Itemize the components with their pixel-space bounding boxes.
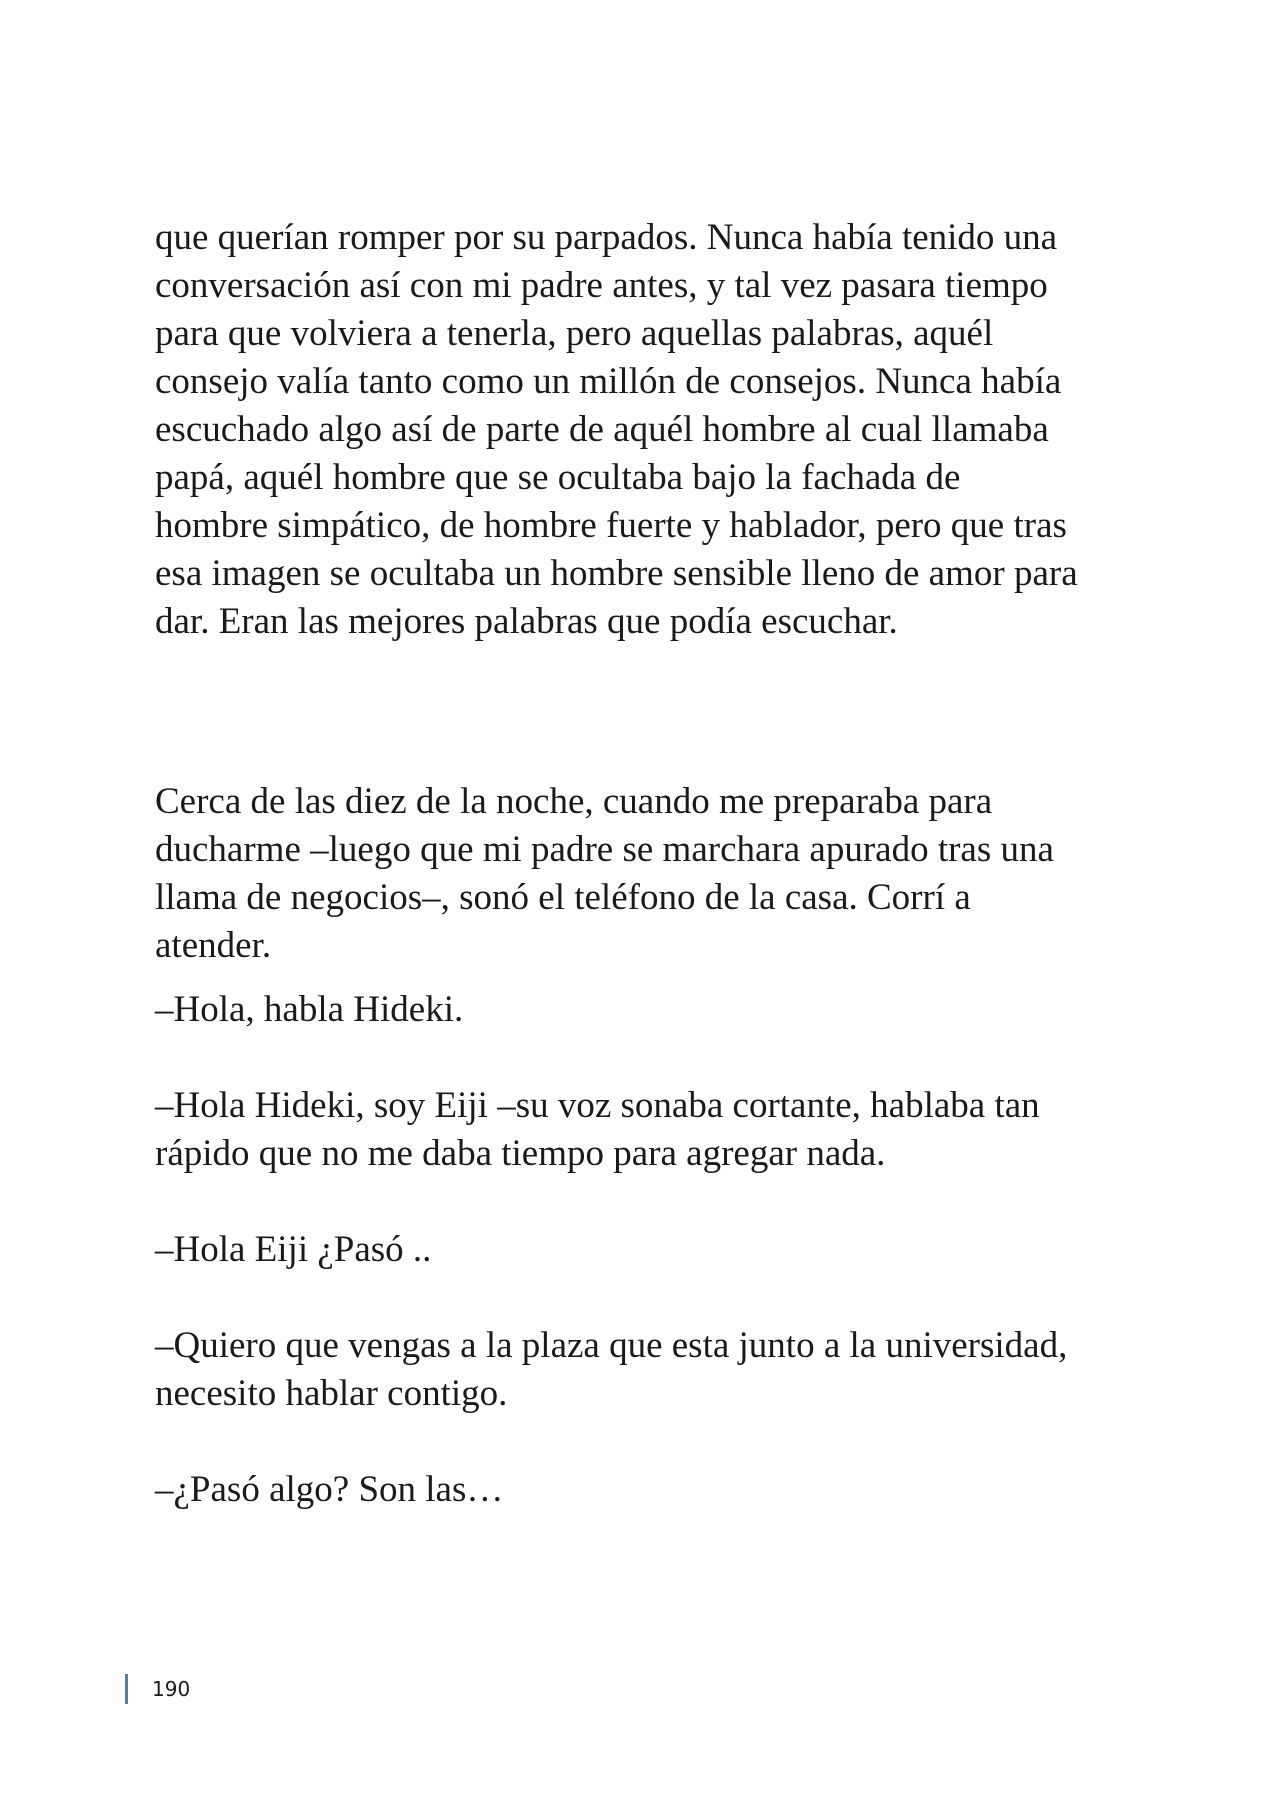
- dialogue-text: –Hola, habla Hideki.: [155, 989, 464, 1030]
- footer-accent-bar: [125, 1674, 128, 1704]
- paragraph-line: consejo valía tanto como un millón de consejos. Nunca había: [155, 361, 1062, 402]
- paragraph-line: que querían romper por su parpados. Nunca había tenido una: [155, 217, 1058, 258]
- paragraph-line: esa imagen se ocultaba un hombre sensible lleno de amor para: [155, 553, 1078, 594]
- paragraph-2: [155, 778, 1155, 970]
- dialogue-text: –Quiero que vengas a la plaza que esta junto a la universidad,: [155, 1325, 1068, 1366]
- paragraph-line: para que volviera a tenerla, pero aquellas palabras, aquél: [155, 313, 994, 354]
- dialogue-text: –¿Pasó algo? Son las…: [155, 1469, 504, 1510]
- paragraph-line: dar. Eran las mejores palabras que podía escuchar.: [155, 601, 898, 642]
- dialogue-text: necesito hablar contigo.: [155, 1373, 508, 1414]
- page-number: 190: [152, 1677, 191, 1701]
- paragraph-1: [155, 214, 1155, 646]
- paragraph-line: hombre simpático, de hombre fuerte y hablador, pero que tras: [155, 505, 1067, 546]
- dialogue-line-1: [155, 986, 463, 1034]
- paragraph-line: ducharme –luego que mi padre se marchara apurado tras una: [155, 829, 1054, 870]
- dialogue-text: –Hola Eiji ¿Pasó ..: [155, 1229, 432, 1270]
- page-footer: [125, 1674, 190, 1704]
- dialogue-text: rápido que no me daba tiempo para agregar nada.: [155, 1133, 886, 1174]
- dialogue-line-3: [155, 1226, 431, 1274]
- dialogue-line-2: [155, 1082, 1040, 1178]
- dialogue-line-5: [155, 1466, 503, 1514]
- paragraph-line: llama de negocios–, sonó el teléfono de la casa. Corrí a: [155, 877, 971, 918]
- dialogue-text: –Hola Hideki, soy Eiji –su voz sonaba cortante, hablaba tan: [155, 1085, 1040, 1126]
- paragraph-line: papá, aquél hombre que se ocultaba bajo la fachada de: [155, 457, 961, 498]
- paragraph-line: escuchado algo así de parte de aquél hombre al cual llamaba: [155, 409, 1049, 450]
- paragraph-line: atender.: [155, 925, 272, 966]
- dialogue-line-4: [155, 1322, 1067, 1418]
- paragraph-line: conversación así con mi padre antes, y tal vez pasara tiempo: [155, 265, 1048, 306]
- paragraph-line: Cerca de las diez de la noche, cuando me preparaba para: [155, 781, 993, 822]
